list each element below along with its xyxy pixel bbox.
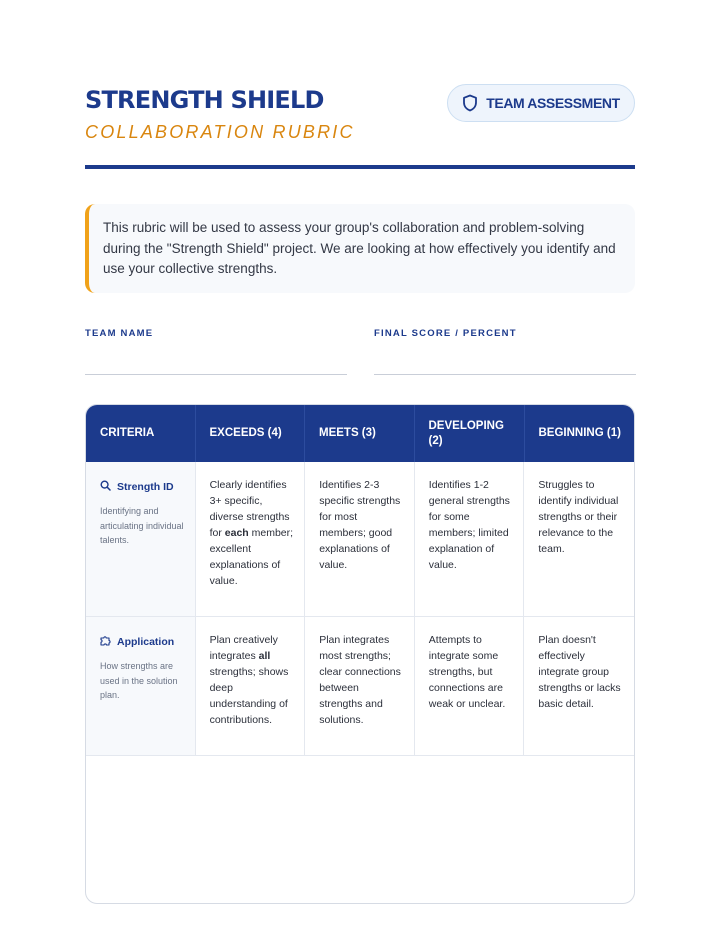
shield-icon [462, 94, 478, 112]
header [85, 86, 635, 143]
header-divider [85, 165, 635, 169]
criterion-name: Application [117, 636, 175, 648]
header-criteria: CRITERIA [86, 405, 196, 462]
final-score-line[interactable] [374, 374, 636, 375]
table-row [86, 617, 634, 756]
criterion-description: How strengths are used in the solution plan. [100, 661, 178, 700]
table-header [86, 405, 634, 462]
header-meets: MEETS (3) [305, 405, 415, 462]
developing-cell: Identifies 1-2 general strengths for some members; limited explanation of value. [415, 462, 525, 616]
criterion-name: Strength ID [117, 481, 174, 493]
header-exceeds: EXCEEDS (4) [196, 405, 306, 462]
puzzle-icon [100, 633, 111, 651]
team-assessment-badge [447, 84, 635, 122]
exceeds-cell: Plan creatively integrates all strengths; shows deep understanding of contributions. [196, 617, 306, 755]
team-name-label: TEAM NAME [85, 328, 154, 339]
search-icon [100, 478, 111, 496]
intro-callout [85, 204, 635, 293]
page-title: STRENGTH SHIELD [85, 86, 324, 114]
rubric-table [85, 404, 635, 904]
criterion-cell [86, 617, 196, 755]
beginning-cell: Struggles to identify individual strengths or their relevance to the team. [538, 479, 619, 555]
badge-label: TEAM ASSESSMENT [486, 95, 620, 111]
table-row [86, 462, 634, 617]
team-name-line[interactable] [85, 374, 347, 375]
meets-cell: Plan integrates most strengths; clear connections between strengths and solutions. [305, 617, 415, 755]
header-developing: DEVELOPING (2) [415, 405, 525, 462]
criterion-description: Identifying and articulating individual talents. [100, 506, 184, 545]
beginning-cell: Plan doesn't effectively integrate group strengths or lacks basic detail. [538, 634, 621, 710]
meets-cell: Identifies 2-3 specific strengths for most members; good explanations of value. [305, 462, 415, 616]
intro-text: This rubric will be used to assess your group's collaboration and problem-solving during the "Strength Shield" project. We are looking at how effectively you identify and use your collective strengths. [103, 220, 616, 276]
final-score-label: FINAL SCORE / PERCENT [374, 328, 517, 339]
exceeds-cell: Clearly identifies 3+ specific, diverse strengths for each member; excellent explanations of value. [196, 462, 306, 616]
developing-cell: Attempts to integrate some strengths, but connections are weak or unclear. [415, 617, 525, 755]
header-beginning: BEGINNING (1) [538, 427, 621, 439]
final-score-field[interactable] [374, 328, 636, 375]
page-subtitle: COLLABORATION RUBRIC [85, 122, 355, 142]
team-name-field[interactable] [85, 328, 347, 375]
criterion-cell [86, 462, 196, 616]
